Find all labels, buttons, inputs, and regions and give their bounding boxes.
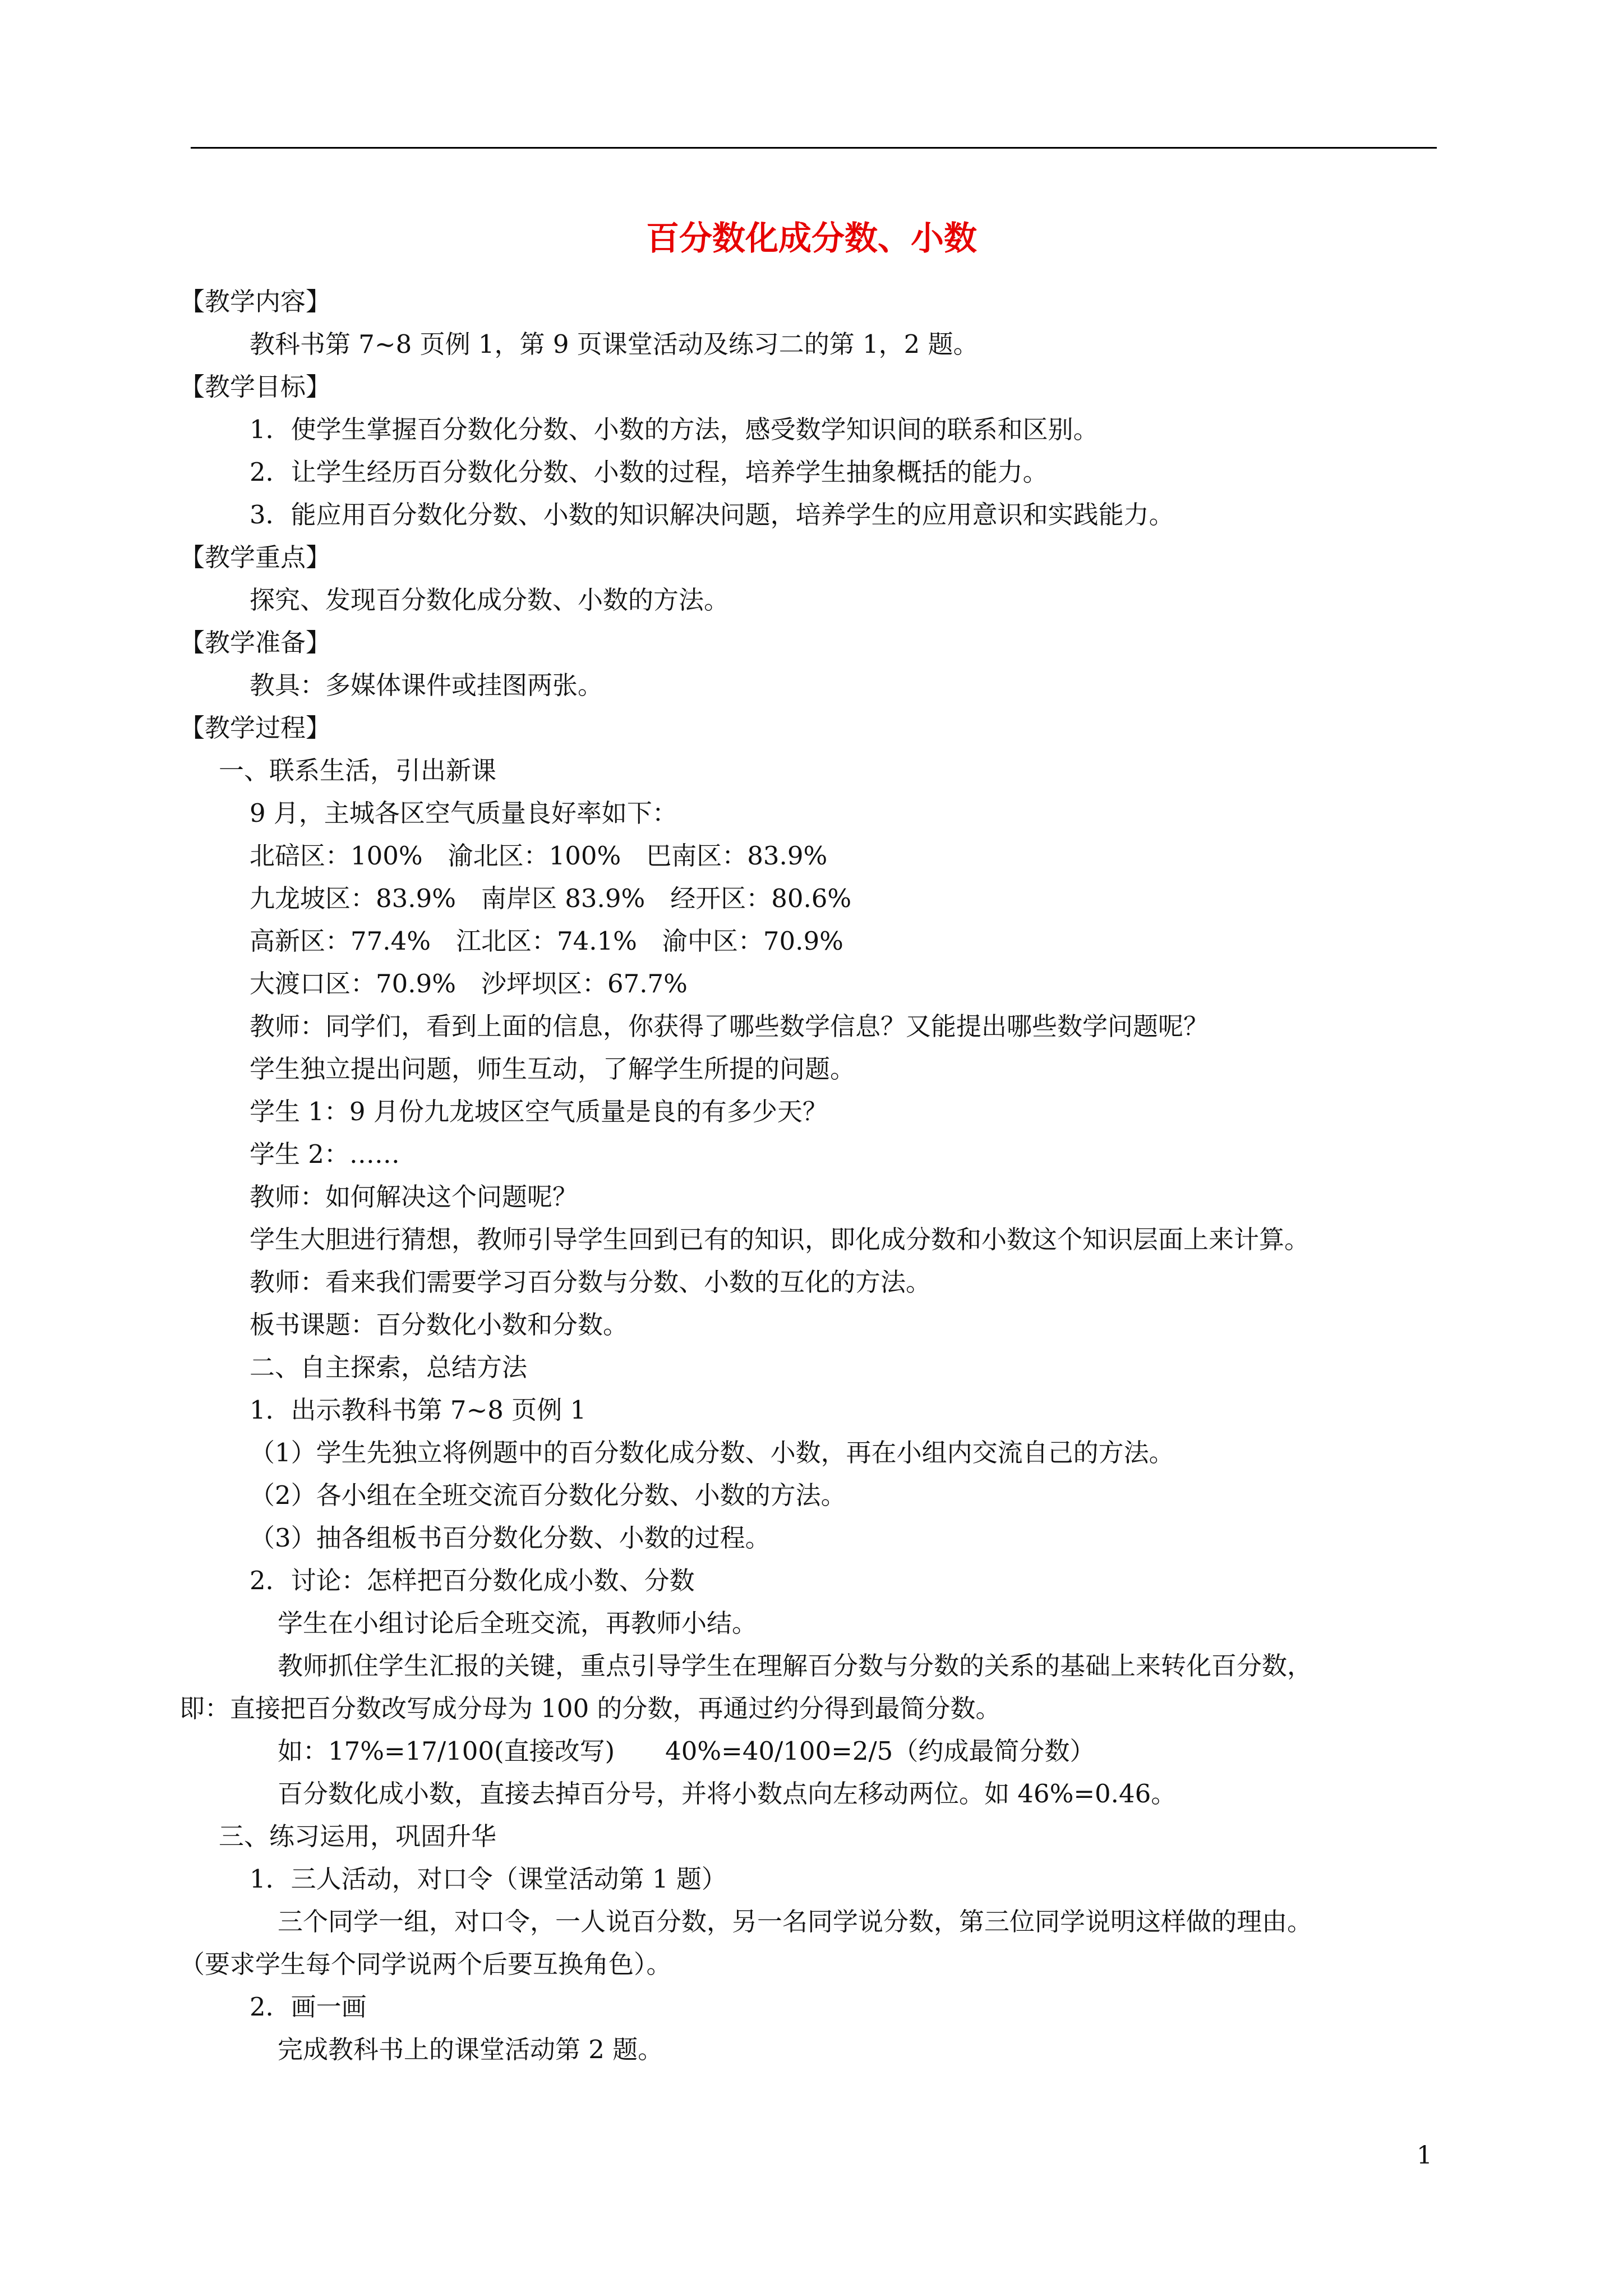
header-rule — [191, 147, 1437, 149]
text-line: 三、练习运用，巩固升华 — [219, 1821, 497, 1851]
text-line: 2．讨论：怎样把百分数化成小数、分数 — [250, 1566, 695, 1595]
text-line: 百分数化成小数，直接去掉百分号，并将小数点向左移动两位。如 46%=0.46。 — [278, 1779, 1177, 1809]
document-title: 百分数化成分数、小数 — [645, 219, 977, 257]
text-line: 学生独立提出问题，师生互动，了解学生所提的问题。 — [250, 1054, 856, 1084]
text-line: 大渡口区：70.9% 沙坪坝区：67.7% — [250, 969, 688, 999]
text-line: 高新区：77.4% 江北区：74.1% 渝中区：70.9% — [250, 926, 843, 956]
text-line: 九龙坡区：83.9% 南岸区 83.9% 经开区：80.6% — [250, 884, 852, 913]
text-line: 教师：看来我们需要学习百分数与分数、小数的互化的方法。 — [250, 1267, 932, 1297]
text-line: 教师：同学们，看到上面的信息，你获得了哪些数学信息？又能提出哪些数学问题呢？ — [250, 1011, 1209, 1041]
text-line: 完成教科书上的课堂活动第 2 题。 — [278, 2035, 663, 2064]
text-line: 【教学准备】 — [179, 628, 331, 657]
text-line: 板书课题：百分数化小数和分数。 — [250, 1310, 629, 1340]
text-line: 教师：如何解决这个问题呢？ — [250, 1182, 578, 1212]
text-line: 即：直接把百分数改写成分母为 100 的分数，再通过约分得到最简分数。 — [179, 1694, 1001, 1723]
text-line: 三个同学一组，对口令，一人说百分数，另一名同学说分数，第三位同学说明这样做的理由。 — [278, 1907, 1313, 1936]
text-line: 3．能应用百分数化分数、小数的知识解决问题，培养学生的应用意识和实践能力。 — [250, 500, 1174, 530]
page-number: 1 — [1417, 2141, 1432, 2170]
text-line: 北碚区：100% 渝北区：100% 巴南区：83.9% — [250, 841, 828, 871]
text-line: 一、联系生活，引出新课 — [219, 756, 497, 785]
text-line: 学生大胆进行猜想，教师引导学生回到已有的知识，即化成分数和小数这个知识层面上来计算。 — [250, 1225, 1310, 1254]
text-line: 教具：多媒体课件或挂图两张。 — [250, 670, 603, 700]
text-line: 1．三人活动，对口令（课堂活动第 1 题） — [250, 1864, 727, 1894]
text-line: （3）抽各组板书百分数化分数、小数的过程。 — [250, 1523, 771, 1553]
text-line: 1．使学生掌握百分数化分数、小数的方法，感受数学知识间的联系和区别。 — [250, 415, 1099, 444]
document-body — [179, 280, 1436, 2071]
text-line: 探究、发现百分数化成分数、小数的方法。 — [250, 585, 730, 615]
text-line: 2．画一画 — [250, 1992, 367, 2022]
text-line: 学生 1：9 月份九龙坡区空气质量是良的有多少天？ — [250, 1097, 828, 1126]
text-line: 学生在小组讨论后全班交流，再教师小结。 — [278, 1608, 758, 1638]
text-line: （1）学生先独立将例题中的百分数化成分数、小数，再在小组内交流自己的方法。 — [250, 1438, 1174, 1467]
text-line: 教师抓住学生汇报的关键，重点引导学生在理解百分数与分数的关系的基础上来转化百分数， — [278, 1651, 1313, 1681]
text-line: 教科书第 7~8 页例 1，第 9 页课堂活动及练习二的第 1，2 题。 — [250, 329, 979, 359]
text-line: 【教学内容】 — [179, 287, 331, 316]
text-line: 【教学过程】 — [179, 713, 331, 743]
text-line: 学生 2：…… — [250, 1139, 400, 1169]
text-line: 9 月，主城各区空气质量良好率如下： — [250, 798, 677, 828]
text-line: 【教学重点】 — [179, 542, 331, 572]
text-line: 1．出示教科书第 7~8 页例 1 — [250, 1395, 587, 1425]
text-line: 【教学目标】 — [179, 372, 331, 402]
text-line: （要求学生每个同学说两个后要互换角色）。 — [179, 1949, 672, 1979]
text-line: 如：17%=17/100(直接改写) 40%=40/100=2/5（约成最简分数） — [278, 1736, 1095, 1766]
text-line: 2．让学生经历百分数化分数、小数的过程，培养学生抽象概括的能力。 — [250, 457, 1048, 487]
text-line: （2）各小组在全班交流百分数化分数、小数的方法。 — [250, 1480, 846, 1510]
text-line: 二、自主探索，总结方法 — [250, 1352, 528, 1382]
